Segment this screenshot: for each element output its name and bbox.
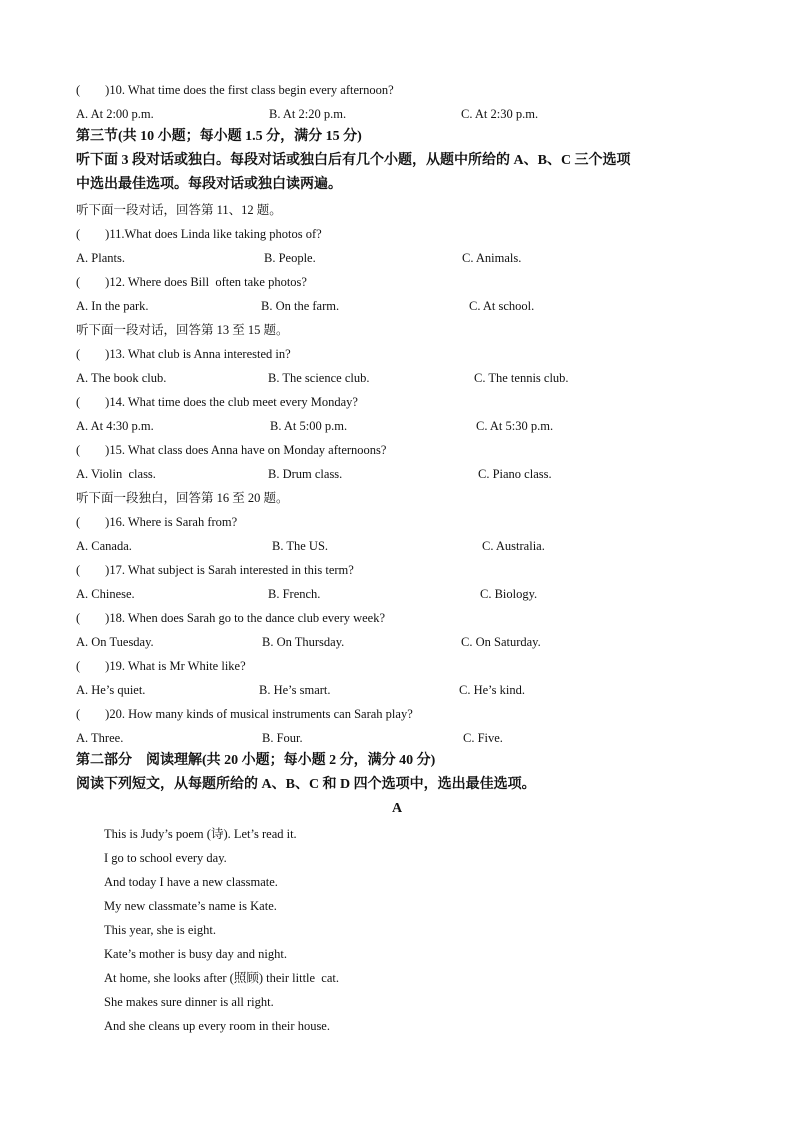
q11-option-c: C. Animals. <box>462 251 522 265</box>
q14-option-b: B. At 5:00 p.m. <box>270 419 348 433</box>
q15-option-c: C. Piano class. <box>478 467 552 481</box>
q10-option-a: A. At 2:00 p.m. <box>76 107 154 121</box>
section3-instructions-line1: 听下面 3 段对话或独白。每段对话或独白后有几个小题，从题中所给的 A、B、C 三个选项 <box>76 153 631 168</box>
question-16-stem: ( )16. Where is Sarah from? <box>76 515 238 529</box>
q15-option-a: A. Violin class. <box>76 467 156 481</box>
q18-option-a: A. On Tuesday. <box>76 635 154 649</box>
poem-line: I go to school every day. <box>104 851 227 865</box>
q16-option-c: C. Australia. <box>482 539 545 553</box>
q12-option-a: A. In the park. <box>76 299 149 313</box>
q12-option-b: B. On the farm. <box>261 299 340 313</box>
poem-line: At home, she looks after (照顾) their little cat. <box>104 971 340 985</box>
question-20-stem: ( )20. How many kinds of musical instruments can Sarah play? <box>76 707 413 721</box>
poem-line: Kate’s mother is busy day and night. <box>104 947 287 961</box>
question-14-stem: ( )14. What time does the club meet every Monday? <box>76 395 358 409</box>
question-11-stem: ( )11.What does Linda like taking photos of? <box>76 227 322 241</box>
q20-option-b: B. Four. <box>262 731 303 745</box>
q11-option-a: A. Plants. <box>76 251 125 265</box>
q13-option-b: B. The science club. <box>268 371 370 385</box>
question-17-stem: ( )17. What subject is Sarah interested in this term? <box>76 563 354 577</box>
q13-option-a: A. The book club. <box>76 371 167 385</box>
q10-option-c: C. At 2:30 p.m. <box>461 107 539 121</box>
poem-line: This is Judy’s poem (诗). Let’s read it. <box>104 827 297 841</box>
question-15-stem: ( )15. What class does Anna have on Monday afternoons? <box>76 443 387 457</box>
poem-line: She makes sure dinner is all right. <box>104 995 274 1009</box>
q14-option-c: C. At 5:30 p.m. <box>476 419 554 433</box>
part2-instructions: 阅读下列短文，从每题所给的 A、B、C 和 D 四个选项中，选出最佳选项。 <box>76 777 536 792</box>
q10-option-b: B. At 2:20 p.m. <box>269 107 347 121</box>
q17-option-c: C. Biology. <box>480 587 538 601</box>
q16-option-b: B. The US. <box>272 539 329 553</box>
q19-option-b: B. He’s smart. <box>259 683 331 697</box>
q15-option-b: B. Drum class. <box>268 467 343 481</box>
poem-line: This year, she is eight. <box>104 923 216 937</box>
monologue-intro: 听下面一段独白，回答第 16 至 20 题。 <box>76 491 289 505</box>
section3-instructions-line2: 中选出最佳选项。每段对话或独白读两遍。 <box>76 177 342 192</box>
question-13-stem: ( )13. What club is Anna interested in? <box>76 347 291 361</box>
question-12-stem: ( )12. Where does Bill often take photos? <box>76 275 307 289</box>
q11-option-b: B. People. <box>264 251 316 265</box>
q19-option-a: A. He’s quiet. <box>76 683 146 697</box>
part2-title: 第二部分 阅读理解(共 20 小题；每小题 2 分，满分 40 分) <box>76 753 436 768</box>
q14-option-a: A. At 4:30 p.m. <box>76 419 154 433</box>
passage-label: A <box>391 801 403 816</box>
dialog2-intro: 听下面一段对话，回答第 13 至 15 题。 <box>76 323 289 337</box>
q17-option-b: B. French. <box>268 587 321 601</box>
q18-option-c: C. On Saturday. <box>461 635 541 649</box>
section3-title: 第三节(共 10 小题；每小题 1.5 分，满分 15 分) <box>76 129 362 144</box>
poem-line: And she cleans up every room in their house. <box>104 1019 330 1033</box>
q20-option-a: A. Three. <box>76 731 124 745</box>
question-10-stem: ( )10. What time does the first class begin every afternoon? <box>76 83 394 97</box>
q19-option-c: C. He’s kind. <box>459 683 525 697</box>
dialog1-intro: 听下面一段对话，回答第 11、12 题。 <box>76 203 282 217</box>
question-19-stem: ( )19. What is Mr White like? <box>76 659 246 673</box>
q20-option-c: C. Five. <box>463 731 503 745</box>
question-18-stem: ( )18. When does Sarah go to the dance club every week? <box>76 611 386 625</box>
q17-option-a: A. Chinese. <box>76 587 135 601</box>
q18-option-b: B. On Thursday. <box>262 635 345 649</box>
poem-line: My new classmate’s name is Kate. <box>104 899 277 913</box>
poem-line: And today I have a new classmate. <box>104 875 278 889</box>
q12-option-c: C. At school. <box>469 299 535 313</box>
q13-option-c: C. The tennis club. <box>474 371 569 385</box>
q16-option-a: A. Canada. <box>76 539 132 553</box>
